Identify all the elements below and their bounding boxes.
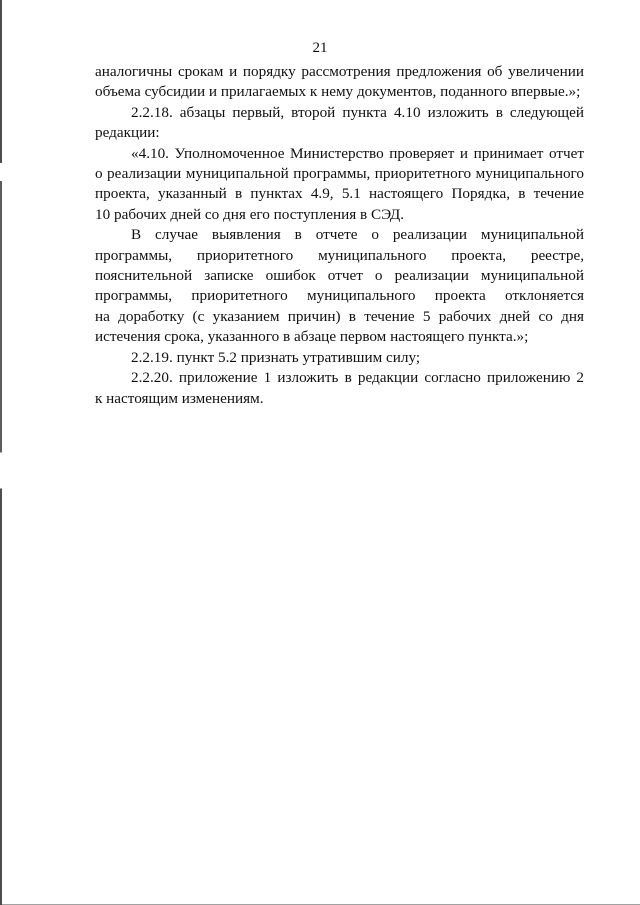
text-line: объема субсидии и прилагаемых к нему документов, поданного впервые.»; [95,83,581,101]
text-line: В случае выявления в отчете о реализации муниципальной [131,226,584,244]
text-line: 2.2.20. приложение 1 изложить в редакции согласно приложению 2 [131,369,584,387]
text-line: 2.2.19. пункт 5.2 признать утратившим силу; [131,348,421,366]
text-line: редакции: [95,124,160,142]
text-line: проекта, указанный в пунктах 4.9, 5.1 настоящего Порядка, в течение [95,185,584,203]
text-line: 10 рабочих дней со дня его поступления в СЭД. [95,205,405,223]
text-line: программы, приоритетного муниципального проекта, реестре, [95,246,584,264]
document-body [95,62,584,409]
page-number: 21 [312,40,328,56]
text-line: аналогичны срокам и порядку рассмотрения предложения об увеличении [95,63,584,80]
text-line: пояснительной записке ошибок отчет о реализации муниципальной [95,267,584,285]
text-line: 2.2.18. абзацы первый, второй пункта 4.10 изложить в следующей [131,103,584,121]
text-line: к настоящим изменениям. [95,389,264,407]
text-line: программы, приоритетного муниципального проекта отклоняется [95,287,584,305]
text-line: о реализации муниципальной программы, приоритетного муниципального [95,165,584,183]
text-line: «4.10. Уполномоченное Министерство проверяет и принимает отчет [131,144,584,162]
text-line: на доработку (с указанием причин) в течение 5 рабочих дней со дня [95,307,584,325]
text-line: истечения срока, указанного в абзаце первом настоящего пункта.»; [95,328,529,346]
scan-edge-left [0,0,2,905]
